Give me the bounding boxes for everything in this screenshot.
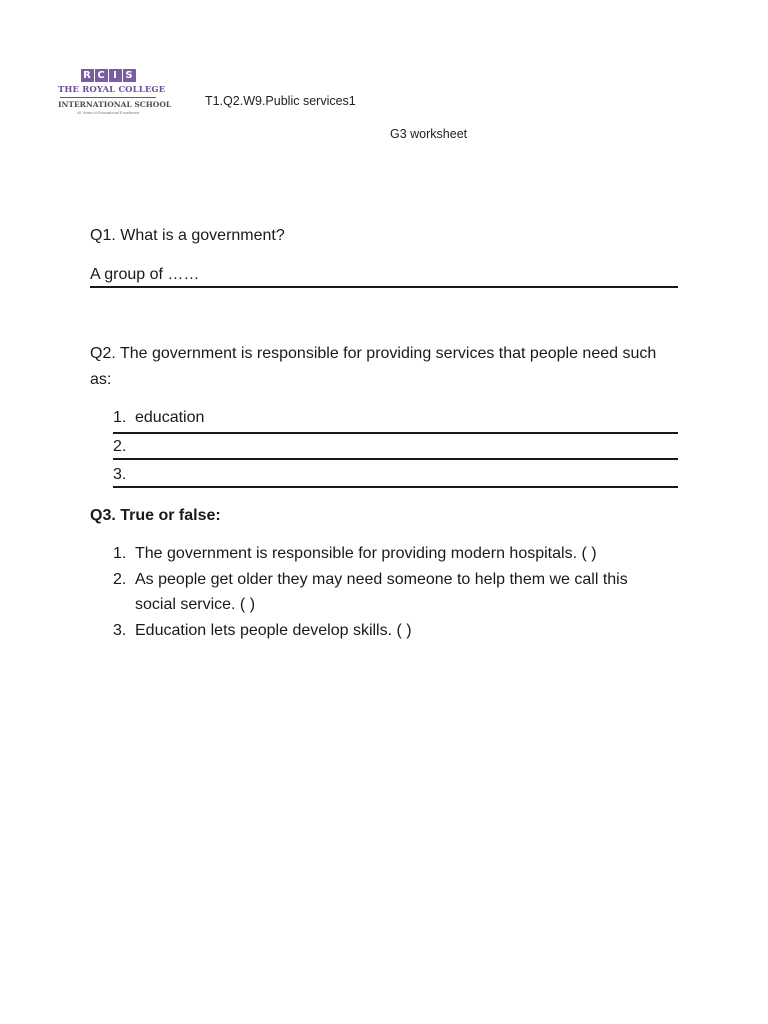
worksheet-subtitle: G3 worksheet <box>390 127 468 141</box>
q2-question-line1: Q2. The government is responsible for providing services that people need such <box>90 345 657 362</box>
q3-title: Q3. True or false: <box>90 507 221 524</box>
q1-answer-text[interactable]: A group of …… <box>90 266 200 283</box>
q2-answer-line <box>113 432 678 434</box>
q2-answer-line <box>113 458 678 460</box>
logo-letter: S <box>123 69 136 82</box>
logo-letter: C <box>95 69 108 82</box>
q2-answer-line <box>113 486 678 488</box>
q3-item-number: 3. <box>113 622 127 639</box>
q1-answer-line <box>90 286 678 288</box>
logo-name-line2: INTERNATIONAL SCHOOL <box>58 100 172 109</box>
q2-item-text[interactable]: education <box>135 409 205 426</box>
q2-item-number: 1. <box>113 409 127 426</box>
logo-letter: I <box>109 69 122 82</box>
school-logo <box>58 69 172 121</box>
logo-letters <box>58 69 158 82</box>
logo-divider <box>60 97 156 98</box>
q3-statement: Education lets people develop skills. ( ) <box>135 622 412 639</box>
q2-question-line2: as: <box>90 371 112 388</box>
q3-statement: The government is responsible for providing modern hospitals. ( ) <box>135 545 597 562</box>
q1-question: Q1. What is a government? <box>90 227 285 244</box>
q2-item-number: 3. <box>113 466 127 483</box>
logo-letter: R <box>81 69 94 82</box>
q3-item-number: 1. <box>113 545 127 562</box>
q3-statement: As people get older they may need someone to help them we call this <box>135 571 628 588</box>
q2-item-number: 2. <box>113 438 127 455</box>
worksheet-code: T1.Q2.W9.Public services1 <box>205 94 356 108</box>
q3-statement-continued: social service. ( ) <box>135 596 256 613</box>
logo-name-line1: THE ROYAL COLLEGE <box>58 85 166 95</box>
logo-tagline: 40 Years of Educational Excellence <box>76 110 140 115</box>
q3-item-number: 2. <box>113 571 127 588</box>
